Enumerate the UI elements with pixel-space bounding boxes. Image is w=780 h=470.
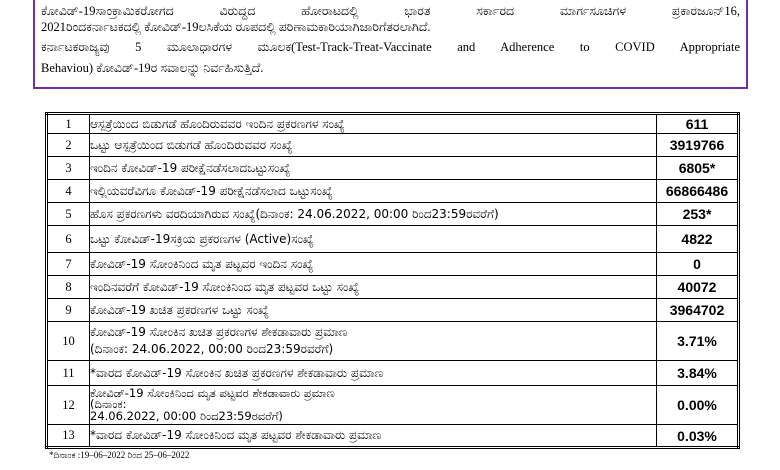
row-number: 13 (47, 425, 90, 448)
row-number: 1 (47, 114, 90, 134)
row-description (90, 276, 657, 299)
row-description-line: (ದಿನಾಂಕ: (90, 397, 127, 412)
row-number: 8 (47, 276, 90, 299)
row-description (90, 425, 657, 448)
notice-line: ಕೋವಿಡ್-19ಸಾಂಕ್ರಾಮಿಕರೋಗದ ವಿರುದ್ಧದ ಹೋರಾಟದಲ್ಲಿ ಭಾರತ ಸರ್ಕಾರದ ಮಾರ್ಗಸೂಚಿಗಳ ಪ್ರಕಾರಜೂನ್16, (41, 4, 740, 18)
row-description-line: ಇಂದಿನ ಕೋವಿಡ್-19 ಪರೀಕ್ಷೆನಡೆಸಲಾದಒಟ್ಟುಸಂಖ್ಯೆ (90, 160, 291, 175)
row-value: 66866486 (657, 180, 739, 203)
table-row (47, 276, 739, 299)
row-number: 9 (47, 299, 90, 322)
row-description (90, 299, 657, 322)
row-description-line: ಇಂದಿನವರೆಗೆ ಕೋವಿಡ್-19 ಸೋಂಕಿನಿಂದ ಮೃತ ಪಟ್ಟವರ ಒಟ್ಟು ಸಂಖ್ಯೆ (90, 279, 360, 294)
row-description-line: ಕೋವಿಡ್-19 ಸೋಂಕಿನಿಂದ ಮೃತ ಪಟ್ಟವರ ಶೇಕಡಾವಾರು ಪ್ರಮಾಣ (90, 385, 335, 400)
row-description-line: ಕೋವಿಡ್-19 ಸೋಂಕಿನಿಂದ ಮೃತ ಪಟ್ಟವರ ಇಂದಿನ ಸಂಖ್ಯೆ (90, 256, 314, 271)
table-row (47, 114, 739, 134)
row-description (90, 134, 657, 157)
row-number: 6 (47, 226, 90, 253)
row-description (90, 226, 657, 253)
row-value: 0 (657, 253, 739, 276)
covid-stats-table (45, 112, 740, 449)
table-row (47, 386, 739, 425)
table-row (47, 226, 739, 253)
notice-line: ಕರ್ನಾಟಕರಾಜ್ಯವು 5 ಮೂಲಾಧಾರಗಳ ಮೂಲಕ(Test-Track-Treat-Vaccinate and Adherence to COVID Appropriate (41, 40, 740, 54)
table-row (47, 157, 739, 180)
row-value: 611 (657, 114, 739, 134)
row-number: 3 (47, 157, 90, 180)
footnote-date-range: *ದಿನಾಂಕ :19–06–2022 ರಿಂದ 25–06–2022 (49, 450, 190, 460)
row-description-line: ಇಲ್ಲಿಯವರೆವಿಗೂ ಕೋವಿಡ್-19 ಪರೀಕ್ಷೆನಡೆಸಲಾದ ಒಟ್ಟುಸಂಖ್ಯೆ (90, 183, 333, 198)
row-description-line: ಆಸ್ಪತ್ರೆಯಿಂದ ಬಿಡುಗಡೆ ಹೊಂದಿರುವವರ ಇಂದಿನ ಪ್ರಕರಣಗಳ ಸಂಖ್ಯೆ (90, 116, 345, 131)
row-description-line: ಹೊಸ ಪ್ರಕರಣಗಳು ವರದಿಯಾಗಿರುವ ಸಂಖ್ಯೆ(ದಿನಾಂಕ: 24.06.2022, 00:00 ರಿಂದ23:59ರವರೆಗೆ) (90, 206, 499, 221)
row-description-line: ಕೋವಿಡ್-19 ಸೋಂಕಿನ ಖಚಿತ ಪ್ರಕರಣಗಳ ಶೇಕಡಾವಾರು ಪ್ರಮಾಣ (90, 325, 348, 339)
row-description-line: ಒಟ್ಟು ಕೋವಿಡ್-19ಸಕ್ರಿಯ ಪ್ರಕರಣಗಳ (Active)ಸಂಖ್ಯೆ (90, 231, 314, 246)
row-value: 40072 (657, 276, 739, 299)
table-row (47, 425, 739, 448)
row-value: 6805* (657, 157, 739, 180)
row-description-line: ಒಟ್ಟು ಆಸ್ಪತ್ರೆಯಿಂದ ಬಿಡುಗಡೆ ಹೊಂದಿರುವವರ ಸಂಖ್ಯೆ (90, 137, 293, 152)
row-description (90, 322, 657, 361)
row-description-line: ಕೋವಿಡ್-19 ಖಚಿತ ಪ್ರಕರಣಗಳ ಒಟ್ಟು ಸಂಖ್ಯೆ (90, 302, 269, 317)
table-row (47, 253, 739, 276)
table-row (47, 180, 739, 203)
row-description (90, 253, 657, 276)
row-description-line: *ವಾರದ ಕೋವಿಡ್-19 ಸೋಂಕಿನ ಖಚಿತ ಪ್ರಕರಣಗಳ ಶೇಕಡಾವಾರು ಪ್ರಮಾಣ (90, 365, 384, 380)
row-description (90, 157, 657, 180)
row-description-line: (ದಿನಾಂಕ: 24.06.2022, 00:00 ರಿಂದ23:59ರವರೆಗೆ) (90, 342, 334, 356)
row-description (90, 203, 657, 226)
row-value: 3964702 (657, 299, 739, 322)
covid-notice-box (33, 0, 748, 89)
row-description-line: 24.06.2022, 00:00 ರಿಂದ23:59ರವರೆಗೆ) (90, 408, 283, 423)
row-number: 2 (47, 134, 90, 157)
table-row (47, 134, 739, 157)
row-number: 5 (47, 203, 90, 226)
table-row (47, 203, 739, 226)
row-value: 3.84% (657, 361, 739, 386)
row-description (90, 180, 657, 203)
row-value: 0.00% (657, 386, 739, 425)
row-description (90, 361, 657, 386)
row-number: 10 (47, 322, 90, 361)
table-row (47, 322, 739, 361)
row-description-line: *ವಾರದ ಕೋವಿಡ್-19 ಸೋಂಕಿನಿಂದ ಮೃತ ಪಟ್ಟವರ ಶೇಕಡಾವಾರು ಪ್ರಮಾಣ (90, 428, 382, 442)
table-row (47, 299, 739, 322)
row-value: 3.71% (657, 322, 739, 361)
row-value: 253* (657, 203, 739, 226)
notice-line: Behaviou) ಕೋವಿಡ್-19ರ ಸವಾಲನ್ನು ನಿರ್ವಹಿಸುತ್ತಿದೆ. (41, 61, 264, 75)
row-number: 7 (47, 253, 90, 276)
row-number: 4 (47, 180, 90, 203)
row-description (90, 114, 657, 134)
row-value: 3919766 (657, 134, 739, 157)
row-value: 4822 (657, 226, 739, 253)
row-value: 0.03% (657, 425, 739, 448)
row-number: 11 (47, 361, 90, 386)
notice-line: 2021ರಿಂದಕರ್ನಾಟಕದಲ್ಲಿ ಕೋವಿಡ್-19ಲಸಿಕೆಯ ರೂಪದಲ್ಲಿ ಪರಿಣಾಮಕಾರಿಯಾಗಿಜಾರಿಗೆತರಲಾಗಿದೆ. (41, 20, 431, 34)
table-row (47, 361, 739, 386)
row-description (90, 386, 657, 425)
row-number: 12 (47, 386, 90, 425)
